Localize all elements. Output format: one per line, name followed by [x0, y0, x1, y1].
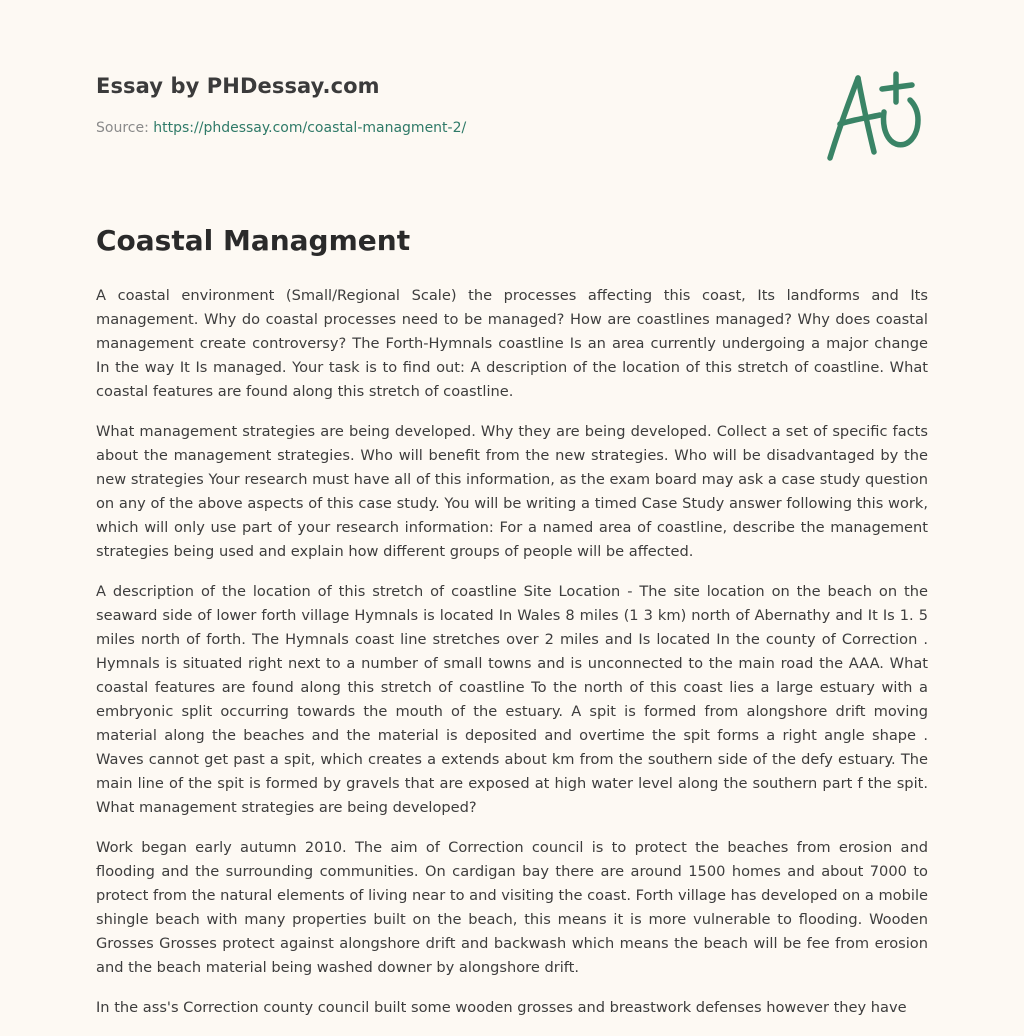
essay-paragraph: Work began early autumn 2010. The aim of Correction council is to protect the beaches from erosion and flooding and the surrounding communities. On cardigan bay there are around 1500 homes and about 7000 to protect from the natural elements of living near to and visiting the coast. Forth village has developed on a mobile shingle beach with many properties built on the beach, this means it is more vulnerable to flooding. Wooden Grosses Grosses protect against alongshore drift and backwash which means the beach will be fee from erosion and the beach material being washed downer by alongshore drift.	[96, 839, 928, 976]
a-plus-grade-icon	[818, 66, 930, 166]
essay-paragraph: What management strategies are being developed. Why they are being developed. Collect a set of specific facts about the management strategies. Who will benefit from the new strategies. Who will be disadvantaged by the new strategies Your research must have all of this information, as the exam board may ask a case study question on any of the above aspects of this case study. You will be writing a timed Case Study answer following this work, which will only use part of your research information: For a named area of coastline, describe the management strategies being used and explain how different groups of people will be affected.	[96, 423, 928, 560]
source-line	[96, 120, 796, 136]
essay-header	[96, 74, 796, 136]
essay-paragraph: In the ass's Correction county council built some wooden grosses and breastwork defenses however they have	[96, 999, 907, 1016]
essay-paragraph: A coastal environment (Small/Regional Scale) the processes affecting this coast, Its landforms and Its management. Why do coastal processes need to be managed? How are coastlines managed? Why does coastal management create controversy? The Forth-Hymnals coastline Is an area currently undergoing a major change In the way It Is managed. Your task is to find out: A description of the location of this stretch of coastline. What coastal features are found along this stretch of coastline.	[96, 287, 928, 400]
site-brand: Essay by PHDessay.com	[96, 74, 380, 98]
source-link[interactable]: https://phdessay.com/coastal-managment-2/	[153, 120, 467, 136]
essay-paragraph: A description of the location of this stretch of coastline Site Location - The site location on the beach on the seaward side of lower forth village Hymnals is located In Wales 8 miles (1 3 km) north of Abernathy and It Is 1. 5 miles north of forth. The Hymnals coast line stretches over 2 miles and Is located In the county of Correction . Hymnals is situated right next to a number of small towns and is unconnected to the main road the AAA. What coastal features are found along this stretch of coastline To the north of this coast lies a large estuary with a embryonic split occurring towards the mouth of the estuary. A spit is formed from alongshore drift moving material along the beaches and the material is deposited and overtime the spit forms a right angle shape . Waves cannot get past a spit, which creates a extends about km from the southern side of the defy estuary. The main line of the spit is formed by gravels that are exposed at high water level along the southern part f the spit. What management strategies are being developed?	[96, 583, 928, 816]
source-label: Source:	[96, 120, 154, 136]
essay-title: Coastal Managment	[96, 224, 411, 257]
essay-body	[96, 284, 928, 1036]
